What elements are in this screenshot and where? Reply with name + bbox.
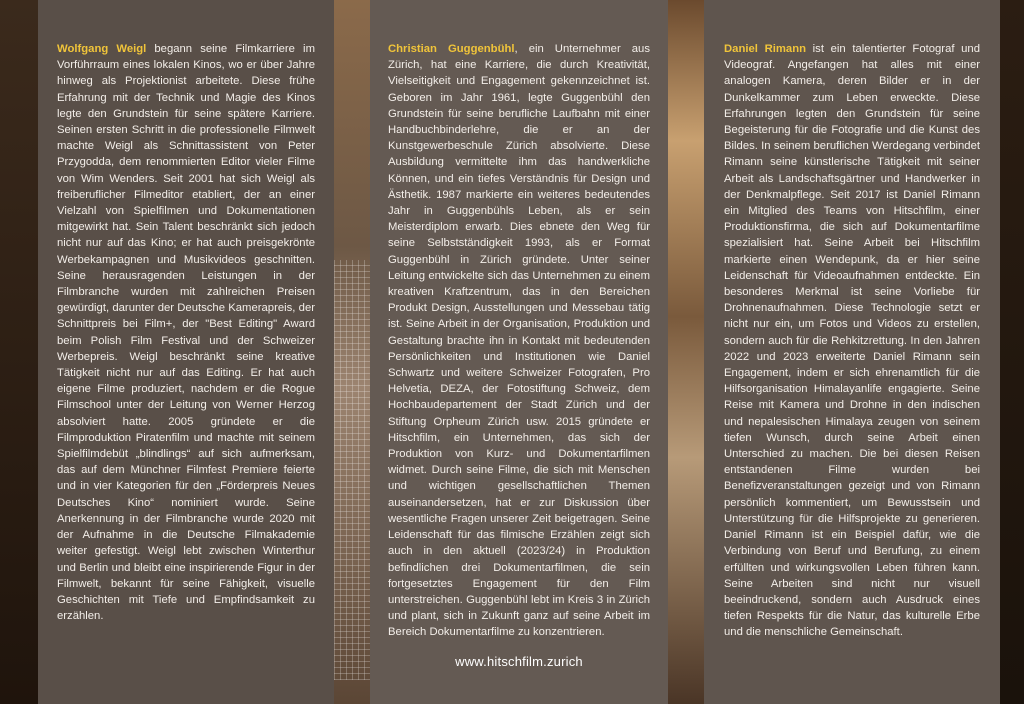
bio-body: , ein Unternehmer aus Zürich, hat eine Karriere, die durch Kreativität, Vielseitigkeit und Engagement gekennzeichnet ist. Geboren im Jahr 1961, legte Guggenbühl den Grundstein für seine berufliche Laufbahn mit einer Handbuchbinderlehre, die er an der Kunstgewerbeschule Zürich absolvierte. Diese Ausbildung vermittelte ihm das handwerkliche Können, und ein tiefes Verständnis für Design und Ästhetik. 1987 markierte ein weiteres bedeutendes Jahr in Guggenbühls Leben, als er sein Meisterdiplom erwarb. Dies ebnete den Weg für seine Selbstständigkeit 1993, als er Format Guggenbühl in Zürich gründete. Unter seiner Leitung entwickelte sich das Unternehmen zu einem kreativen Kraftzentrum, das in den Bereichen Produkt Design, Ausstellungen und Messebau tätig ist. Seine Arbeit in der Organisation, Produktion und Gestaltung brachte ihn in Kontakt mit bedeutenden Persönlichkeiten und Institutionen wie Daniel Schwartz und weitere Schweizer Fotografen, Pro Helvetia, DEZA, der Fotostiftung Schweiz, dem Hochbaudepartement der Stadt Zürich und der Stiftung Orpheum Zürich usw. 2015 gründete er Hitschfilm, ein Unternehmen, das sich der Produktion von Kurz- und Dokumentarfilmen widmet. Durch seine Filme, die sich mit Menschen und wichtigen gesellschaftlichen Themen auseinandersetzen, hat er zur Diskussion über wesentliche Fragen unserer Zeit beigetragen. Seine Leidenschaft für das filmische Erzählen zeigt sich auch in den aktuell (2023/24) in Produktion befindlichen drei Dokumentarfilmen, die sein fortgesetztes Engagement für den Film unterstreichen. Guggenbühl lebt im Kreis 3 in Zürich und plant, sich in Zukunft ganz auf seine Arbeit im Bereich Dokumentarfilme zu konzentrieren. bbox=[388, 43, 650, 639]
bio-body: begann seine Filmkarriere im Vorführraum eines lokalen Kinos, wo er über Jahre hinweg als Projektionist arbeitete. Diese frühe Erfahrung mit der Technik und Magie des Kinos legte den Grundstein für seine spätere Karriere. Seinen ersten Schritt in die professionelle Filmwelt machte Weigl als Schnittassistent von Peter Przygodda, dem renommierten Editor vieler Filme von Wim Wenders. Seit 2001 hat sich Weigl als freiberuflicher Filmeditor etabliert, der an einer Vielzahl von Spielfilmen und Dokumentationen mitgewirkt hat. Sein Talent beschränkt sich jedoch nicht nur auf das Kino; er hat auch preisgekrönte Werbekampagnen und Musikvideos geschnitten. Seine herausragenden Leistungen in der Filmbranche wurden mit zahlreichen Preisen gewürdigt, darunter der Deutsche Kamerapreis, der Schnittpreis bei Film+, der "Best Editing" Award beim Polish Film Festival und der Schweizer Werbepreis. Weigl beschränkt seine kreative Tätigkeit nicht nur auf das Editing. Er hat auch eigene Filme produziert, nachdem er die Rogue Filmschool unter der Leitung von Werner Herzog absolviert hatte. 2005 gründete er die Filmproduktion Piratenfilm und machte mit seinem Spielfilmdebüt „blindlings“ auf sich aufmerksam, das auf dem Münchner Filmfest Premiere feierte und in vier Kategorien für den „Förderpreis Neues Deutsches Kino“ nominiert wurde. Seine Anerkennung in der Filmbranche wurde 2020 mit der Aufnahme in die Deutsche Filmakademie weiter gefestigt. Weigl lebt zwischen Winterthur und Berlin und bleibt eine inspirierende Figur in der Filmwelt, bekannt für seine Fähigkeit, visuelle Geschichten mit Tiefe und Empfindsamkeit zu erzählen. bbox=[57, 43, 315, 623]
bio-name: Wolfgang Weigl bbox=[57, 43, 147, 55]
website-url[interactable]: www.hitschfilm.zurich bbox=[455, 654, 583, 669]
bio-text bbox=[724, 41, 980, 641]
bio-text bbox=[388, 41, 650, 641]
bio-body: ist ein talentierter Fotograf und Videograf. Angefangen hat alles mit einer analogen Kamera, deren Bilder er in der Dunkelkammer zum Leben erweckte. Diese Erfahrungen legten den Grundstein für seine Begeisterung für die Fotografie und die Kunst des Bildes. In seinem beruflichen Werdegang verbindet Rimann seine künstlerische Tätigkeit mit seiner Arbeit als Landschaftsgärtner und Handwerker in der Denkmalpflege. Seit 2017 ist Daniel Rimann ein Mitglied des Teams von Hitschfilm, einer Produktionsfirma, die sich auf Dokumentarfilme spezialisiert hat. Seine Arbeit bei Hitschfilm markierte einen Wendepunk, da er hier seine Leidenschaft für Videoaufnahmen entdeckte. Ein besonderes Merkmal ist seine Vorliebe für Drohnenaufnahmen. Diese Technologie setzt er nicht nur ein, um Fotos und Videos zu erstellen, sondern auch für die Rehkitzrettung. In den Jahren 2022 und 2023 erweiterte Daniel Rimann sein Engagement, indem er sich ehrenamtlich für die Hilfsorganisation Himalayanlife engagierte. Seine Reise mit Kamera und Drohne in den indischen und nepalesischen Himalaya zeugen von seinem tiefen Wunsch, durch seine Arbeit einen Unterschied zu machen. Die bei diesen Reisen entstandenen Filme wurden bei Benefizveranstaltungen gezeigt und von Rimann persönlich kommentiert, um Bewusstsein und Unterstützung für die Hilfsprojekte zu generieren. Daniel Rimann ist ein Beispiel dafür, wie die Verbindung von Beruf und Berufung, zu einem erfüllten und wirkungsvollen Leben führen kann. Seine Arbeiten sind nicht nur visuell beeindruckend, sondern auch Ausdruck eines tiefen Respekts für die Natur, das kulturelle Erbe und die menschliche Gemeinschaft. bbox=[724, 43, 981, 639]
bio-name: Christian Guggenbühl bbox=[388, 43, 515, 55]
photo-strip-center-right bbox=[668, 0, 704, 704]
checkered-shirt-detail bbox=[334, 260, 370, 680]
photo-strip-right bbox=[1000, 0, 1024, 704]
bio-panel-wolfgang-weigl bbox=[38, 0, 334, 704]
bio-name: Daniel Rimann bbox=[724, 43, 806, 55]
photo-strip-left bbox=[0, 0, 38, 704]
bio-panel-daniel-rimann bbox=[704, 0, 1000, 704]
bio-panel-christian-guggenbuehl bbox=[370, 0, 668, 704]
bio-text bbox=[57, 41, 315, 624]
